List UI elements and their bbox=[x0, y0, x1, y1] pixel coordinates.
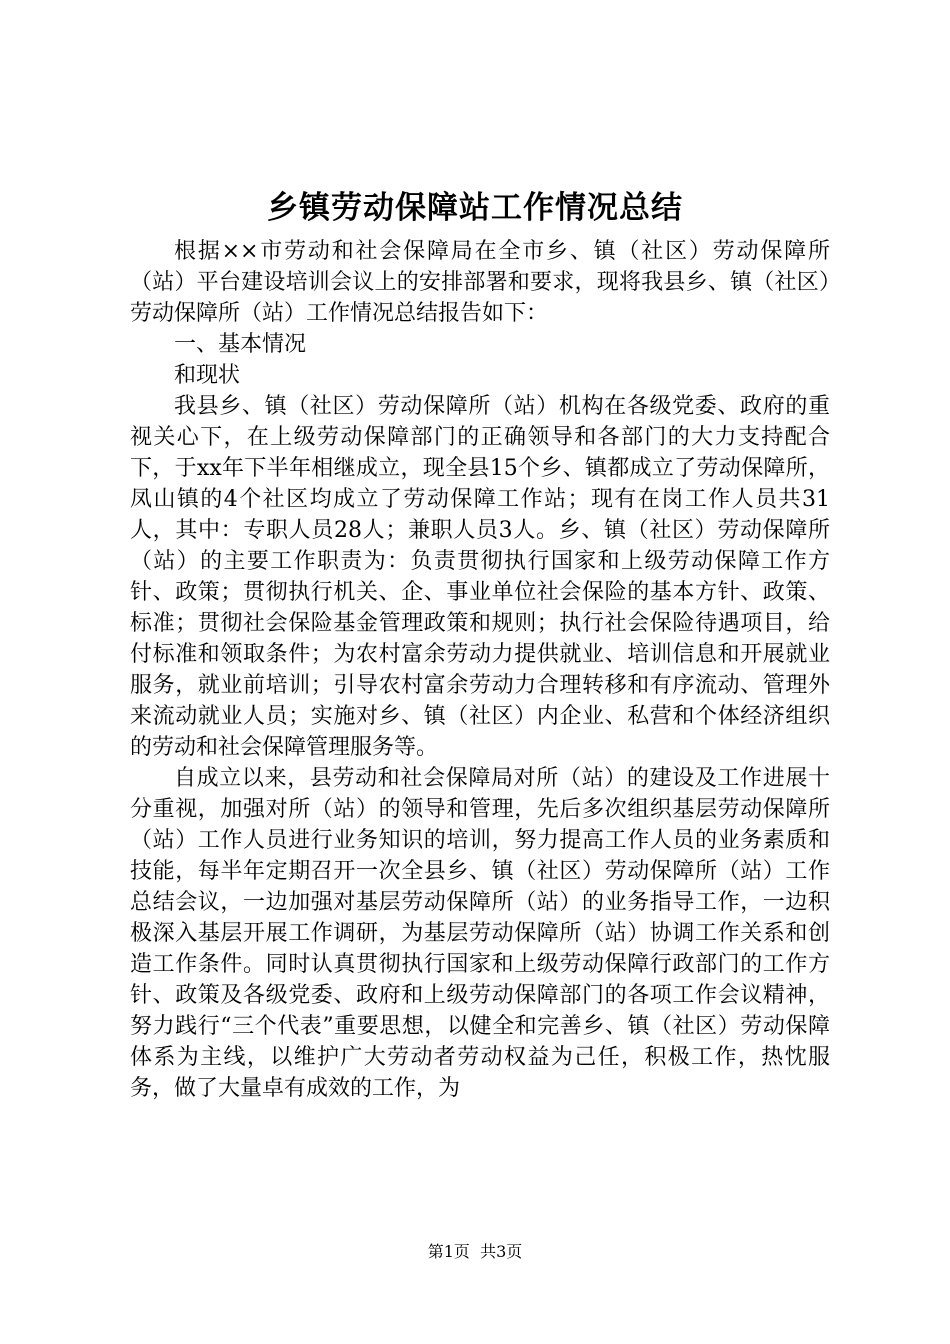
paragraph-work-progress: 自成立以来，县劳动和社会保障局对所（站）的建设及工作进展十分重视，加强对所（站）的领导和管理，先后多次组织基层劳动保障所（站）工作人员进行业务知识的培训，努力提高工作人员的业务素质和技能，每半年定期召开一次全县乡、镇（社区）劳动保障所（站）工作总结会议，一边加强对基层劳动保障所（站）的业务指导工作，一边积极深入基层开展工作调研，为基层劳动保障所（站）协调工作关系和创造工作条件。同时认真贯彻执行国家和上级劳动保障行政部门的工作方针、政策及各级党委、政府和上级劳动保障部门的各项工作会议精神，努力践行“三个代表”重要思想，以健全和完善乡、镇（社区）劳动保障体系为主线，以维护广大劳动者劳动权益为己任，积极工作，热忱服务，做了大量卓有成效的工作，为 bbox=[130, 766, 830, 1101]
page-total: 共3页 bbox=[480, 1242, 523, 1261]
paragraph-organization: 我县乡、镇（社区）劳动保障所（站）机构在各级党委、政府的重视关心下，在上级劳动保障部门的正确领导和各部门的大力支持配合下，于xx年下半年相继成立，现全县15个乡、镇都成立了劳动保障所，凤山镇的4个社区均成立了劳动保障工作站；现有在岗工作人员共31人，其中：专职人员28人；兼职人员3人。乡、镇（社区）劳动保障所（站）的主要工作职责为：负责贯彻执行国家和上级劳动保障工作方针、政策；贯彻执行机关、企、事业单位社会保险的基本方针、政策、标准；贯彻社会保险基金管理政策和规则；执行社会保险待遇项目，给付标准和领取条件；为农村富余劳动力提供就业、培训信息和开展就业服务，就业前培训；引导农村富余劳动力合理转移和有序流动、管理外来流动就业人员；实施对乡、镇（社区）内企业、私营和个体经济组织的劳动和社会保障管理服务等。 bbox=[130, 394, 830, 760]
section-heading-basic: 一、基本情况 bbox=[174, 332, 307, 357]
section-heading-continuation: 和现状 bbox=[174, 363, 241, 388]
document-body bbox=[130, 236, 830, 1104]
page-footer bbox=[0, 1240, 950, 1264]
paragraph-intro: 根据××市劳动和社会保障局在全市乡、镇（社区）劳动保障所（站）平台建设培训会议上的安排部署和要求，现将我县乡、镇（社区）劳动保障所（站）工作情况总结报告如下： bbox=[130, 239, 830, 326]
page-number: 第1页 bbox=[427, 1242, 470, 1261]
document-title: 乡镇劳动保障站工作情况总结 bbox=[267, 190, 683, 226]
